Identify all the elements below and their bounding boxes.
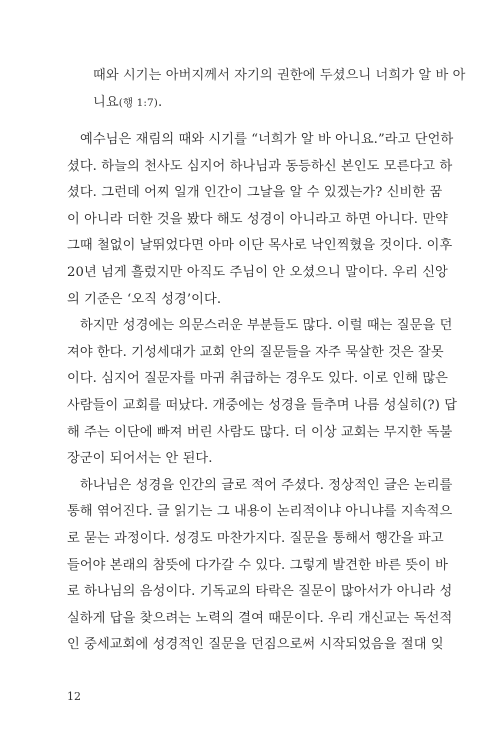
quote-line: 때와 시기는 아버지께서 자기의 권한에 두셨으니 너희가 알 바 아 bbox=[93, 68, 466, 83]
paragraph-line: 예수님은 재림의 때와 시기를 “너희가 알 바 아니요.”라고 단언하 bbox=[80, 132, 454, 147]
quote-line bbox=[93, 88, 433, 115]
paragraph-line: 사람들이 교회를 떠났다. 개중에는 성경을 들추며 나름 성실히(?) 답 bbox=[67, 397, 458, 413]
paragraph-line: 하나님은 성경을 인간의 글로 적어 주셨다. 정상적인 글은 논리를 bbox=[80, 477, 453, 493]
quote-line-text: 니요 bbox=[93, 94, 119, 110]
paragraph-line: 그때 철없이 날뛰었다면 아마 이단 목사로 낙인찍혔을 것이다. 이후 bbox=[67, 238, 453, 254]
paragraph-line: 인 중세교회에 성경적인 질문을 던짐으로써 시작되었음을 절대 잊 bbox=[67, 637, 444, 653]
paragraph-line: 의 기준은 ‘오직 성경’이다. bbox=[67, 291, 222, 307]
paragraph-line: 통해 엮어진다. 글 읽기는 그 내용이 논리적이냐 아니냐를 지속적으 bbox=[67, 504, 453, 520]
paragraph-line: 이 아니라 더한 것을 봤다 해도 성경이 아니라고 하면 아니다. 만약 bbox=[67, 211, 449, 227]
paragraph-line: 셨다. 그런데 어찌 일개 인간이 그날을 알 수 있겠는가? 신비한 꿈 bbox=[67, 185, 443, 201]
paragraph-line: 이다. 심지어 질문자를 마귀 취급하는 경우도 있다. 이로 인해 많은 bbox=[67, 371, 449, 387]
paragraph-line: 로 묻는 과정이다. 성경도 마찬가지다. 질문을 통해서 행간을 파고 bbox=[67, 530, 444, 546]
body-text bbox=[67, 127, 458, 659]
quote-line-end: . bbox=[157, 94, 163, 110]
paragraph-line: 들어야 본래의 참뜻에 다가갈 수 있다. 그렇게 발견한 바른 뜻이 바 bbox=[67, 557, 449, 573]
paragraph-line: 해 주는 이단에 빠져 버린 사람도 많다. 더 이상 교회는 무지한 독불 bbox=[67, 424, 453, 440]
page-number: 12 bbox=[67, 690, 81, 703]
paragraph-line: 20년 넘게 흘렀지만 아직도 주님이 안 오셨으니 말이다. 우리 신앙 bbox=[67, 264, 448, 280]
scripture-reference: (행 1:7) bbox=[118, 96, 158, 109]
paragraph-line: 로 하나님의 음성이다. 기독교의 타락은 질문이 많아서가 아니라 성 bbox=[67, 584, 453, 600]
scripture-quote bbox=[93, 61, 466, 114]
paragraph-line: 져야 한다. 기성세대가 교회 안의 질문들을 자주 묵살한 것은 잘못 bbox=[67, 344, 444, 360]
paragraph-line: 장군이 되어서는 안 된다. bbox=[67, 451, 213, 467]
paragraph-line: 하지만 성경에는 의문스러운 부분들도 많다. 이럴 때는 질문을 던 bbox=[80, 318, 453, 334]
paragraph-line: 셨다. 하늘의 천사도 심지어 하나님과 동등하신 본인도 모른다고 하 bbox=[67, 158, 453, 174]
paragraph-line: 실하게 답을 찾으려는 노력의 결여 때문이다. 우리 개신교는 독선적 bbox=[67, 610, 453, 626]
